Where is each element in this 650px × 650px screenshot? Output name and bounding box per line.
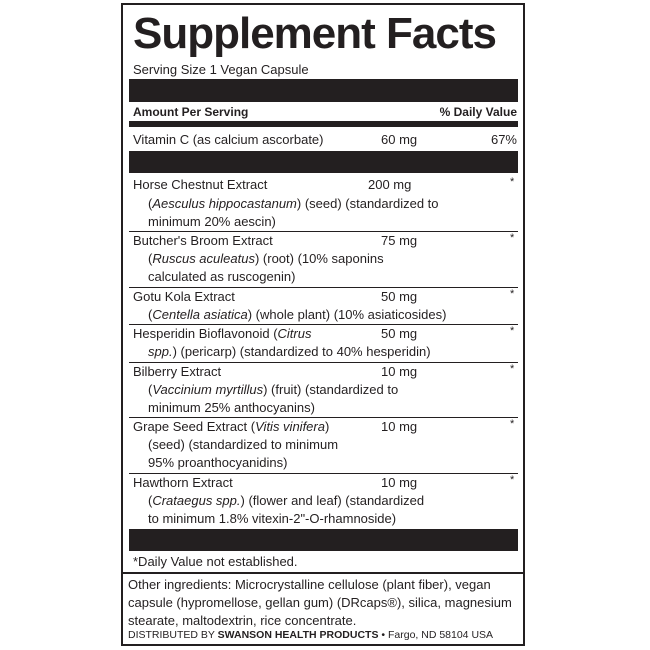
ingredient-dv: * xyxy=(510,176,515,188)
ingredient-amount: 10 mg xyxy=(381,419,418,434)
ingredient-detail: (Vaccinium myrtillus) (fruit) (standardized to xyxy=(148,382,399,397)
distributor: DISTRIBUTED BY SWANSON HEALTH PRODUCTS • Fargo, ND 58104 USA xyxy=(128,629,494,641)
label-title: Supplement Facts xyxy=(133,9,496,58)
ingredient-detail: (Crataegus spp.) (flower and leaf) (standardized xyxy=(148,493,425,508)
thick-bar-top xyxy=(129,79,518,102)
ingredient-name: Horse Chestnut Extract xyxy=(133,177,268,192)
ingredient-name: Bilberry Extract xyxy=(133,364,222,379)
vitamin-c-dv: 67% xyxy=(490,132,517,147)
ingredient-detail: (Aesculus hippocastanum) (seed) (standardized to xyxy=(148,196,439,211)
ingredient-detail: (seed) (standardized to minimum xyxy=(148,437,339,452)
ingredient-detail: (Ruscus aculeatus) (root) (10% saponins xyxy=(148,251,384,266)
ingredient-amount: 50 mg xyxy=(381,289,418,304)
ingredient-dv: * xyxy=(510,474,515,486)
thick-bar-middle xyxy=(129,151,518,173)
ingredient-name: Hawthorn Extract xyxy=(133,475,233,490)
ingredient-dv: * xyxy=(510,325,515,337)
outer-divider xyxy=(121,572,525,574)
ingredient-detail: spp.) (pericarp) (standardized to 40% hesperidin) xyxy=(148,344,431,359)
ingredient-dv: * xyxy=(510,288,515,300)
ingredient-amount: 200 mg xyxy=(368,177,412,192)
ingredient-amount: 75 mg xyxy=(381,233,418,248)
ingredient-amount: 50 mg xyxy=(381,326,418,341)
ingredient-detail: minimum 25% anthocyanins) xyxy=(148,400,315,415)
ingredient-dv: * xyxy=(510,363,515,375)
other-ingredients: Other ingredients: Microcrystalline cellulose (plant fiber), vegan capsule (hypromellose, gellan gum) (DRcaps®), silica, magnesium stearate, maltodextrin, rice concentrate. xyxy=(128,577,512,628)
ingredient-name: Grape Seed Extract (Vitis vinifera) xyxy=(133,419,330,434)
ingredient-detail: to minimum 1.8% vitexin-2"-O-rhamnoside) xyxy=(148,511,397,526)
ingredient-name: Butcher's Broom Extract xyxy=(133,233,273,248)
ingredient-amount: 10 mg xyxy=(381,475,418,490)
ingredient-dv: * xyxy=(510,418,515,430)
vitamin-c-name: Vitamin C (as calcium ascorbate) xyxy=(133,132,324,147)
vitamin-c-amount: 60 mg xyxy=(381,132,418,147)
amount-per-serving-header: Amount Per Serving xyxy=(133,105,249,119)
ingredient-amount: 10 mg xyxy=(381,364,418,379)
ingredient-detail: 95% proanthocyanidins) xyxy=(148,455,288,470)
thick-bar-bottom xyxy=(129,529,518,551)
ingredient-detail: minimum 20% aescin) xyxy=(148,214,276,229)
daily-value-header: % Daily Value xyxy=(439,105,517,119)
ingredient-detail: (Centella asiatica) (whole plant) (10% asiaticosides) xyxy=(148,307,447,322)
ingredient-dv: * xyxy=(510,232,515,244)
ingredient-detail: calculated as ruscogenin) xyxy=(148,269,296,284)
ingredient-name: Gotu Kola Extract xyxy=(133,289,235,304)
ingredient-name: Hesperidin Bioflavonoid (Citrus xyxy=(133,326,312,341)
footnote: *Daily Value not established. xyxy=(133,554,298,569)
serving-size: Serving Size 1 Vegan Capsule xyxy=(133,62,309,77)
medium-bar xyxy=(129,121,518,127)
